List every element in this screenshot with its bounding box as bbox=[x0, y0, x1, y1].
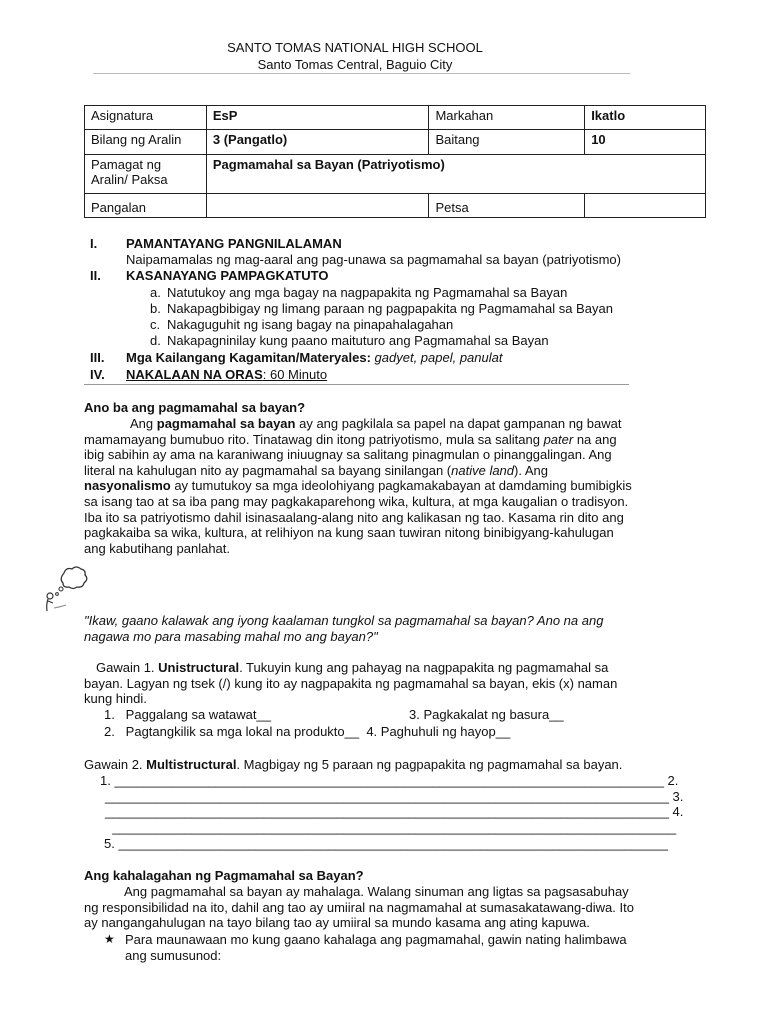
school-address: Santo Tomas Central, Baguio City bbox=[257, 57, 453, 72]
answer-line-1[interactable]: 1. ____________________________________________________________________________ 2. bbox=[100, 773, 679, 788]
grade-label: Baitang bbox=[429, 130, 585, 155]
lesson-title-value: Pagmamahal sa Bayan (Patriyotismo) bbox=[206, 155, 705, 194]
objective-iii-text: gadyet, papel, panulat bbox=[374, 350, 503, 365]
bullet-text: Para maunawaan mo kung gaano kahalaga ang pagmamahal, gawin nating halimbawa ang sumusunod: bbox=[125, 932, 627, 963]
list-item-text: Nakapagninilay kung paano maituturo ang Pagmamahal sa Bayan bbox=[167, 333, 549, 348]
lesson-number-label: Bilang ng Aralin bbox=[85, 130, 207, 155]
objective-i-number: I. bbox=[90, 236, 98, 251]
objective-ii-number: II. bbox=[90, 268, 101, 283]
term-pater: pater bbox=[543, 431, 574, 447]
objective-i bbox=[90, 236, 342, 252]
list-item-text: Nakapagbibigay ng limang paraan ng pagpapakita ng Pagmamahal sa Bayan bbox=[167, 301, 613, 316]
list-item bbox=[150, 285, 567, 300]
paragraph-text: ay ang pagkilala sa papel na dapat gampanan ng bawat mamamayang bumubuo rito. Tinatawag din itong patriyotismo, mula sa salitang bbox=[84, 416, 622, 447]
objective-iv bbox=[90, 367, 327, 383]
quarter-value: Ikatlo bbox=[585, 106, 706, 130]
paragraph-text: ay tumutukoy sa mga ideolohiyang pagkamakabayan at damdaming bumibigkis sa isang tao at sa iba pang may pagkakaparehong wika, kultura, at mga kaugalian o tradisyon. Iba ito sa patriyotismo dahil isinasaalang-alang nito ang kalikasan ng tao. Kasama rin dito ang pagkakaiba sa wika, kultura, at relihiyon na kung saan tuwiran nitong binibigyang-kahulugan ang kabutihang panlahat. bbox=[84, 478, 632, 556]
reflection-quote: "Ikaw, gaano kalawak ang iyong kaalaman tungkol sa pagmamahal sa bayan? Ano na ang nagawa mo para masabing mahal mo ang bayan?" bbox=[84, 613, 604, 644]
quarter-label: Markahan bbox=[429, 106, 585, 130]
objective-i-text: Naipamamalas ng mag-aaral ang pag-unawa sa pagmamahal sa bayan (patriyotismo) bbox=[126, 252, 621, 267]
list-item-text: Nakaguguhit ng isang bagay na pinapahalagahan bbox=[167, 317, 454, 332]
lesson-title-label: Pamagat ng Aralin/ Paksa bbox=[85, 155, 207, 194]
section-heading: Ano ba ang pagmamahal sa bayan? bbox=[84, 400, 306, 415]
list-item-letter: c. bbox=[150, 317, 161, 332]
objective-iii-title: Mga Kailangang Kagamitan/Materyales: bbox=[126, 350, 371, 365]
grade-value: 10 bbox=[585, 130, 706, 155]
section-heading: Ang kahalagahan ng Pagmamahal sa Bayan? bbox=[84, 868, 364, 883]
activity-1-prefix: Gawain 1. bbox=[96, 660, 159, 675]
activity-2-text: . Magbigay ng 5 paraan ng pagpapakita ng pagmamahal sa bayan. bbox=[236, 757, 623, 772]
term-pagmamahal: pagmamahal sa bayan bbox=[156, 416, 296, 431]
subject-value: EsP bbox=[206, 106, 429, 130]
paragraph-text: na ang ibig sabihin ay ama na karaniwang iniuugnay sa salitang pinagmulan o pinanggalingan. Ang literal na kahulugan nito ay pagmamahal sa bayang sinilangan ( bbox=[84, 431, 617, 478]
activity-1-item-2-4: 2. Pagtangkilik sa mga lokal na produkto__ 4. Paghuhuli ng hayop__ bbox=[104, 724, 511, 739]
paragraph-text: Ang bbox=[130, 416, 157, 431]
objective-ii-title: KASANAYANG PAMPAGKATUTO bbox=[126, 268, 329, 283]
answer-line-4[interactable]: ______________________________________________________________________________ bbox=[105, 820, 677, 835]
activity-1-item-3: 3. Pagkakalat ng basura__ bbox=[409, 707, 564, 722]
activity-2-title: Multistructural bbox=[146, 757, 237, 772]
objective-iii bbox=[90, 350, 502, 366]
objective-iv-text: : 60 Minuto bbox=[262, 367, 328, 382]
list-item bbox=[150, 333, 549, 348]
list-item-letter: a. bbox=[150, 285, 161, 300]
answer-line-2[interactable]: ______________________________________________________________________________ 3. bbox=[105, 789, 684, 804]
term-native-land: native land bbox=[451, 462, 515, 478]
lesson-info-table bbox=[84, 105, 706, 218]
name-field[interactable] bbox=[206, 194, 429, 218]
objective-iii-number: III. bbox=[90, 350, 105, 365]
name-label: Pangalan bbox=[85, 194, 207, 218]
objective-i-title: PAMANTAYANG PANGNILALAMAN bbox=[126, 236, 342, 251]
objective-iv-title: NAKALAAN NA ORAS bbox=[126, 367, 263, 382]
section-paragraph: Ang pagmamahal sa bayan ay mahalaga. Walang sinuman ang ligtas sa pagsasabuhay ng responsibilidad na ito, dahil ang tao ay umiiral na nagmamahal at sumasakatawang-diwa. Ito ay nangangahulugan na tayo bilang tao ay umiiral sa mundo kasama ang ating kapuwa. bbox=[84, 884, 634, 931]
list-item bbox=[150, 301, 613, 316]
school-name: SANTO TOMAS NATIONAL HIGH SCHOOL bbox=[227, 40, 483, 55]
thinking-figure-icon bbox=[42, 563, 92, 613]
list-item-letter: b. bbox=[150, 301, 161, 316]
list-item bbox=[150, 317, 453, 332]
activity-2-prefix: Gawain 2. bbox=[84, 757, 147, 772]
star-bullet-icon: ★ bbox=[104, 932, 115, 946]
list-item-letter: d. bbox=[150, 333, 161, 348]
subject-label: Asignatura bbox=[85, 106, 207, 130]
section-paragraph bbox=[84, 416, 632, 556]
term-nasyonalismo: nasyonalismo bbox=[84, 478, 171, 494]
objective-ii bbox=[90, 268, 328, 284]
date-field[interactable] bbox=[585, 194, 706, 218]
activity-1-text: . Tukuyin kung ang pahayag na nagpapakita ng pagmamahal sa bayan. Lagyan ng tsek (/) kung ito ay nagpapakita ng pagmamahal sa bayan, ekis (x) naman kung hindi. bbox=[84, 660, 618, 707]
answer-line-3[interactable]: ______________________________________________________________________________ 4. bbox=[105, 804, 684, 819]
date-label: Petsa bbox=[429, 194, 585, 218]
activity-1-instructions bbox=[84, 660, 632, 707]
paragraph-text: ). Ang bbox=[514, 462, 548, 478]
answer-line-5[interactable]: 5. ____________________________________________________________________________ bbox=[104, 836, 668, 851]
header-divider bbox=[93, 73, 630, 74]
activity-2-instructions bbox=[84, 757, 644, 773]
objectives-divider bbox=[84, 384, 629, 385]
activity-1-item-1: 1. Paggalang sa watawat__ bbox=[104, 707, 271, 722]
activity-1-title: Unistructural bbox=[158, 660, 240, 675]
list-item-text: Natutukoy ang mga bagay na nagpapakita ng Pagmamahal sa Bayan bbox=[167, 285, 568, 300]
lesson-number-value: 3 (Pangatlo) bbox=[206, 130, 429, 155]
objective-iv-number: IV. bbox=[90, 367, 105, 382]
